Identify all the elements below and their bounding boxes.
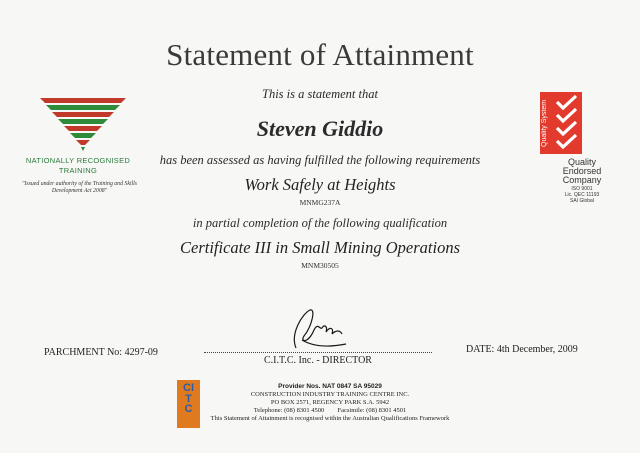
signature-line (204, 352, 432, 353)
nrt-line1: NATIONALLY RECOGNISED (25, 156, 131, 165)
qualification-code: MNM30505 (301, 261, 339, 270)
unit-title: Work Safely at Heights (244, 175, 396, 194)
footer-provider: Provider Nos. NAT 0847 SA 95029 (278, 383, 382, 390)
recipient-name: Steven Giddio (256, 116, 384, 141)
quality-line2: Endorsed (562, 166, 602, 176)
parchment-number: PARCHMENT No: 4297-09 (44, 347, 158, 358)
nrt-authority-note: "Issued under authority of the Training and Skills Development Act 2008" (22, 181, 137, 194)
footer-phone: Telephone: (08) 8301 4500 (253, 407, 325, 414)
intro-text: This is a statement that (262, 87, 378, 101)
assessed-text: has been assessed as having fulfilled the following requirements (159, 153, 481, 167)
footer-address: PO BOX 2571, REGENCY PARK S.A. 5942 (270, 399, 390, 406)
document-title: Statement of Attainment (166, 37, 474, 72)
nrt-line2: TRAINING (58, 166, 98, 175)
partial-text: in partial completion of the following qualification (192, 216, 448, 230)
quality-line5: Lic. QEC 11193 (564, 192, 600, 198)
qualification-title: Certificate III in Small Mining Operations (179, 238, 460, 257)
director-signature (282, 300, 354, 356)
citc-logo-text: CITC (183, 382, 194, 415)
signatory-title: C.I.T.C. Inc. - DIRECTOR (264, 355, 372, 366)
quality-system-vertical-text: Quality System (541, 99, 548, 147)
quality-line6: SAI Global (570, 198, 594, 204)
quality-line3: Company (562, 175, 602, 185)
unit-code: MNMG237A (299, 198, 341, 207)
quality-line4: ISO 9001 (571, 186, 593, 192)
footer-org: CONSTRUCTION INDUSTRY TRAINING CENTRE INC. (250, 391, 410, 398)
footer-fax: Facsimile: (08) 8301 4501 (337, 407, 407, 414)
footer-aqf: This Statement of Attainment is recognised within the Australian Qualifications Framework (210, 415, 450, 422)
issue-date: DATE: 4th December, 2009 (466, 344, 578, 355)
quality-line1: Quality (567, 157, 596, 167)
